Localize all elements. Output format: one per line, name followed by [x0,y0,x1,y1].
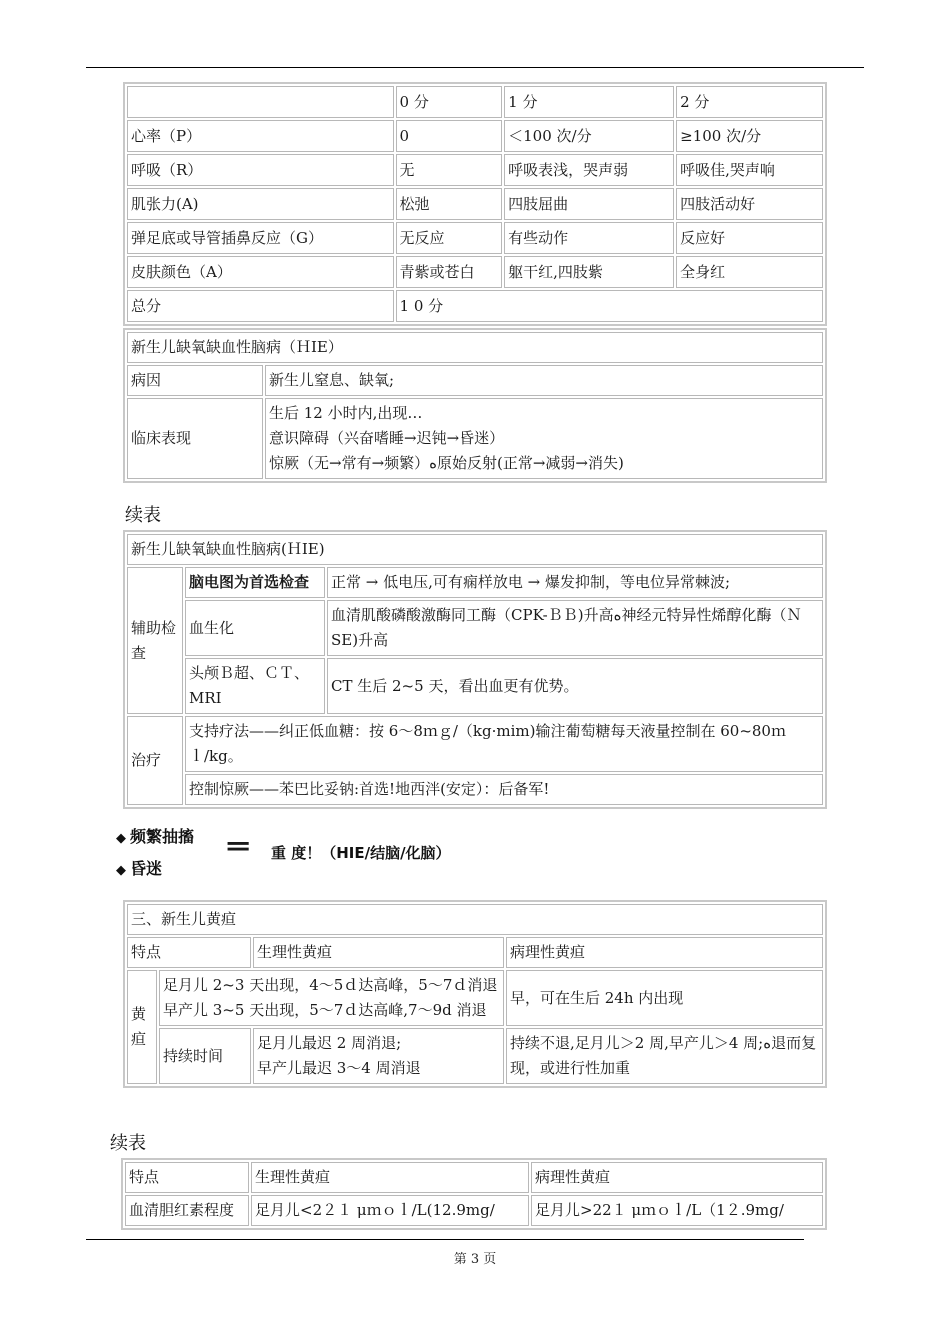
table-cell: 持续时间 [159,1028,251,1084]
header-rule [86,67,864,68]
table-cell: 治疗 [127,716,183,805]
table-cell [265,398,823,479]
table-row [127,332,823,363]
table-row [127,534,823,565]
table-cell: 足月儿>22１ μｍｏｌ/L（1２.9mg/ [531,1195,823,1226]
table-cell [127,86,394,118]
table-cell: 呼吸表浅，哭声弱 [504,154,674,186]
jaundice-continued-table [121,1158,827,1230]
table-cell: 青紫或苍白 [396,256,503,288]
table-cell: 辅助检查 [127,567,183,714]
diamond-bullet-icon: ◆ [116,863,126,878]
table-row [127,600,823,656]
table-title: 新生儿缺氧缺血性脑病(ＨIE) [127,534,823,565]
table-cell: 血生化 [185,600,325,656]
severity-text: 重 度！（HIE/结脑/化脑） [271,844,451,862]
table-cell: 四肢活动好 [676,188,823,220]
table-row [127,567,823,598]
table-cell: 0 [396,120,503,152]
table-cell: 支持疗法——纠正低血糖：按 6～8ｍｇ/（kg·mim)输注葡萄糖每天液量控制在 60~80ｍｌ/kg。 [185,716,823,772]
table-cell: 心率（P） [127,120,394,152]
table-cell: 新生儿窒息、缺氧; [265,365,823,396]
table-cell: 呼吸（R） [127,154,394,186]
table-row [125,1195,823,1226]
total-label: 总分 [127,290,394,322]
table-cell: 无反应 [396,222,503,254]
table-cell: 松弛 [396,188,503,220]
equals-sign: ═ [228,827,249,867]
table-row [127,970,823,1026]
table-cell: 呼吸佳,哭声响 [676,154,823,186]
table-header: 特点 [125,1162,249,1193]
hie-continued-table [123,530,827,809]
table-cell: 躯干红,四肢紫 [504,256,674,288]
table-row [127,774,823,805]
table-cell: 反应好 [676,222,823,254]
table-row [127,365,823,396]
bullet-text: 频繁抽搐 [130,827,195,846]
table-row [127,86,823,118]
table-row [127,658,823,714]
table-cell: ＜100 次/分 [504,120,674,152]
table-cell: CT 生后 2~5 天，看出血更有优势。 [327,658,823,714]
table-cell: 持续不退,足月儿＞2 周,早产儿＞4 周;ﻩ退而复现，或进行性加重 [506,1028,823,1084]
table-header: 病理性黄疸 [506,937,823,968]
table-cell: 足月儿<2２１ μｍｏｌ/L(12.9mg/ [251,1195,529,1226]
table-cell: 四肢屈曲 [504,188,674,220]
table-cell: 足月儿 2~3 天出现，4～5ｄ达高峰，5～7ｄ消退 早产儿 3~5 天出现，5～7ｄ达高峰,7～9d 消退 [159,970,504,1026]
table-cell: 皮肤颜色（A） [127,256,394,288]
table-row [127,904,823,935]
footer-rule [86,1239,804,1240]
bullet-text: 昏迷 [130,859,163,878]
table-header: 生理性黄疸 [253,937,504,968]
severity-note [116,824,496,884]
diamond-bullet-icon: ◆ [116,831,126,846]
table-cell: 1 分 [504,86,674,118]
table-row [125,1162,823,1193]
clinical-line: 意识障碍（兴奋嗜睡→迟钝→昏迷） [269,429,505,447]
table-header: 生理性黄疸 [251,1162,529,1193]
table-cell: 有些动作 [504,222,674,254]
table-row [127,256,823,288]
table-cell: 病因 [127,365,263,396]
hie-table [123,328,827,483]
total-value: 1 0 分 [396,290,823,322]
table-row [127,120,823,152]
page-number: 第 3 页 [453,1252,497,1267]
table-cell: 足月儿最迟 2 周消退; 早产儿最迟 3～4 周消退 [253,1028,504,1084]
table-row [127,398,823,479]
table-row [127,716,823,772]
table-cell: 肌张力(A) [127,188,394,220]
table-cell: 全身红 [676,256,823,288]
table-row [127,290,823,322]
table-cell: 血清肌酸磷酸激酶同工酶（CPK-ＢＢ)升高ﻩ神经元特异性烯醇化酶（ＮSE)升高 [327,600,823,656]
table-cell: 黄疸 [127,970,157,1084]
table-header: 病理性黄疸 [531,1162,823,1193]
table-cell: 0 分 [396,86,503,118]
clinical-line: 生后 12 小时内,出现… [269,404,423,422]
table-row [127,937,823,968]
table-row [127,154,823,186]
bullet-item [116,856,162,879]
table-cell: 临床表现 [127,398,263,479]
table-cell: ≥100 次/分 [676,120,823,152]
table-cell: 控制惊厥——苯巴比妥钠:首选!地西泮(安定）：后备军! [185,774,823,805]
table-cell: 血清胆红素程度 [125,1195,249,1226]
clinical-line: 惊厥（无→常有→频繁）ﻩ原始反射(正常→减弱→消失) [269,454,624,472]
continued-heading: 续表 [125,505,161,526]
table-cell: 早，可在生后 24h 内出现 [506,970,823,1026]
table-cell: 头颅Ｂ超、ＣＴ、MRI [185,658,325,714]
apgar-score-table [123,82,827,326]
table-cell: 无 [396,154,503,186]
eeg-link[interactable]: 脑电图为首选检查 [185,567,325,598]
table-row [127,1028,823,1084]
table-row [127,222,823,254]
table-header: 特点 [127,937,251,968]
table-cell: 正常 → 低电压,可有痫样放电 → 爆发抑制，等电位异常棘波; [327,567,823,598]
continued-heading: 续表 [110,1133,146,1154]
jaundice-table [123,900,827,1088]
table-title: 新生儿缺氧缺血性脑病（ＨIE） [127,332,823,363]
bullet-item [116,824,194,847]
table-row [127,188,823,220]
table-cell: 弹足底或导管插鼻反应（G） [127,222,394,254]
table-title: 三、新生儿黄疸 [127,904,823,935]
table-cell: 2 分 [676,86,823,118]
